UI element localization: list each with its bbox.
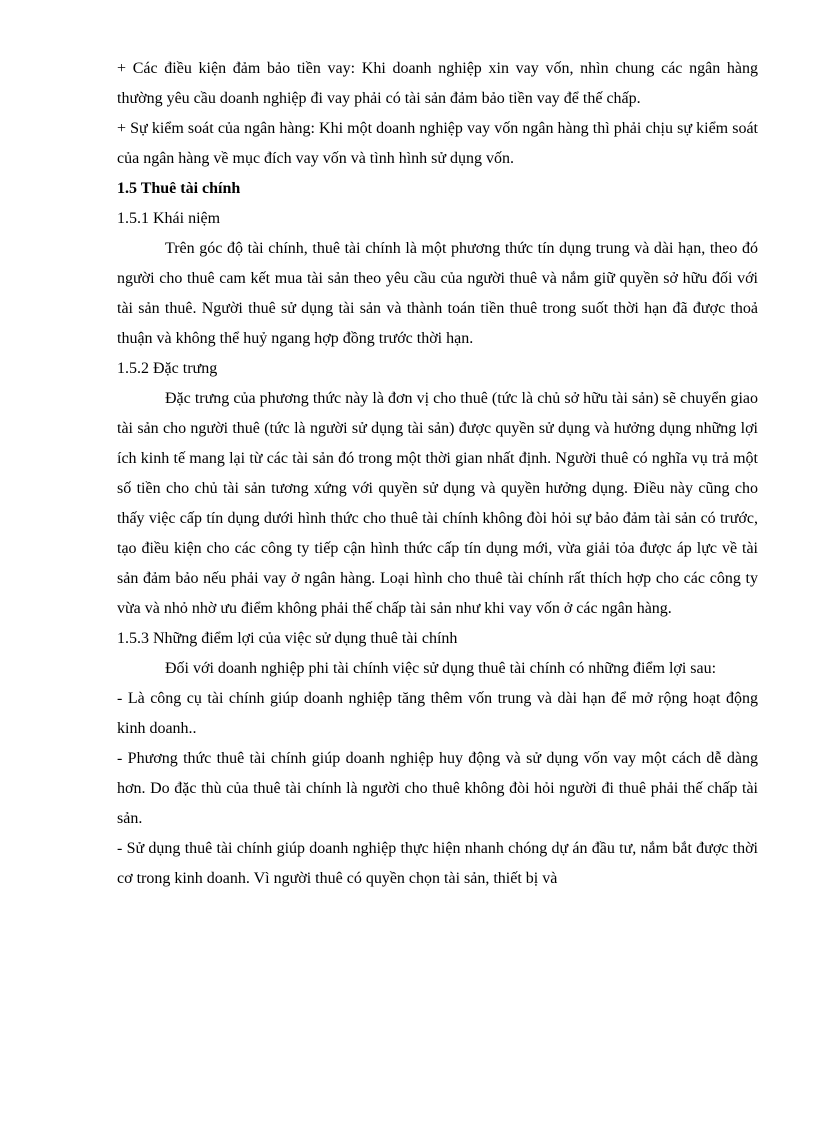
paragraph-characteristics: Đặc trưng của phương thức này là đơn vị cho thuê (tức là chủ sở hữu tài sản) sẽ chuyển giao tài sản cho người thuê (tức là người sử dụng tài sản) được quyền sử dụng và hưởng dụng những lợi ích kinh tế mang lại từ các tài sản đó trong một thời gian nhất định. Người thuê có nghĩa vụ trả một số tiền cho chủ tài sản tương xứng với quyền sử dụng và quyền hưởng dụng. Điều này cũng cho thấy việc cấp tín dụng dưới hình thức cho thuê tài chính không đòi hỏi sự bảo đảm tài sản có trước, tạo điều kiện cho các công ty tiếp cận hình thức cấp tín dụng mới, vừa giải tỏa được áp lực về tài sản đảm bảo nếu phải vay ở ngân hàng. Loại hình cho thuê tài chính rất thích hợp cho các công ty vừa và nhỏ nhờ ưu điểm không phải thế chấp tài sản như khi vay vốn ở các ngân hàng.: [117, 390, 758, 617]
paragraph-definition: Trên góc độ tài chính, thuê tài chính là một phương thức tín dụng trung và dài hạn, theo đó người cho thuê cam kết mua tài sản theo yêu cầu của người thuê và nắm giữ quyền sở hữu đối với tài sản thuê. Người thuê sử dụng tài sản và thành toán tiền thuê trong suốt thời hạn đã được thoả thuận và không thể huỷ ngang hợp đồng trước thời hạn.: [117, 240, 758, 347]
subheading-1-5-3: 1.5.3 Những điểm lợi của việc sử dụng thuê tài chính: [117, 630, 458, 647]
list-item-benefit-2: - Phương thức thuê tài chính giúp doanh nghiệp huy động và sử dụng vốn vay một cách dễ dàng hơn. Do đặc thù của thuê tài chính là người cho thuê không đòi hỏi người đi thuê phải thế chấp tài sản.: [117, 750, 758, 827]
list-item-benefit-3: - Sử dụng thuê tài chính giúp doanh nghiệp thực hiện nhanh chóng dự án đầu tư, nắm bắt được thời cơ trong kinh doanh. Vì người thuê có quyền chọn tài sản, thiết bị và: [117, 840, 758, 887]
list-item-benefit-1: - Là công cụ tài chính giúp doanh nghiệp tăng thêm vốn trung và dài hạn để mở rộng hoạt động kinh doanh..: [117, 690, 758, 737]
subheading-1-5-2: 1.5.2 Đặc trưng: [117, 360, 218, 377]
paragraph-loan-collateral: + Các điều kiện đảm bảo tiền vay: Khi doanh nghiệp xin vay vốn, nhìn chung các ngân hàng thường yêu cầu doanh nghiệp đi vay phải có tài sản đảm bảo tiền vay để thế chấp.: [117, 60, 758, 107]
subheading-1-5-1: 1.5.1 Khái niệm: [117, 210, 221, 227]
paragraph-benefits-intro: Đối với doanh nghiệp phi tài chính việc sử dụng thuê tài chính có những điểm lợi sau:: [165, 660, 717, 677]
section-heading-1-5: 1.5 Thuê tài chính: [117, 180, 241, 197]
document-page: [117, 54, 758, 894]
paragraph-bank-control: + Sự kiểm soát của ngân hàng: Khi một doanh nghiệp vay vốn ngân hàng thì phải chịu sự kiểm soát của ngân hàng về mục đích vay vốn và tình hình sử dụng vốn.: [117, 120, 758, 167]
